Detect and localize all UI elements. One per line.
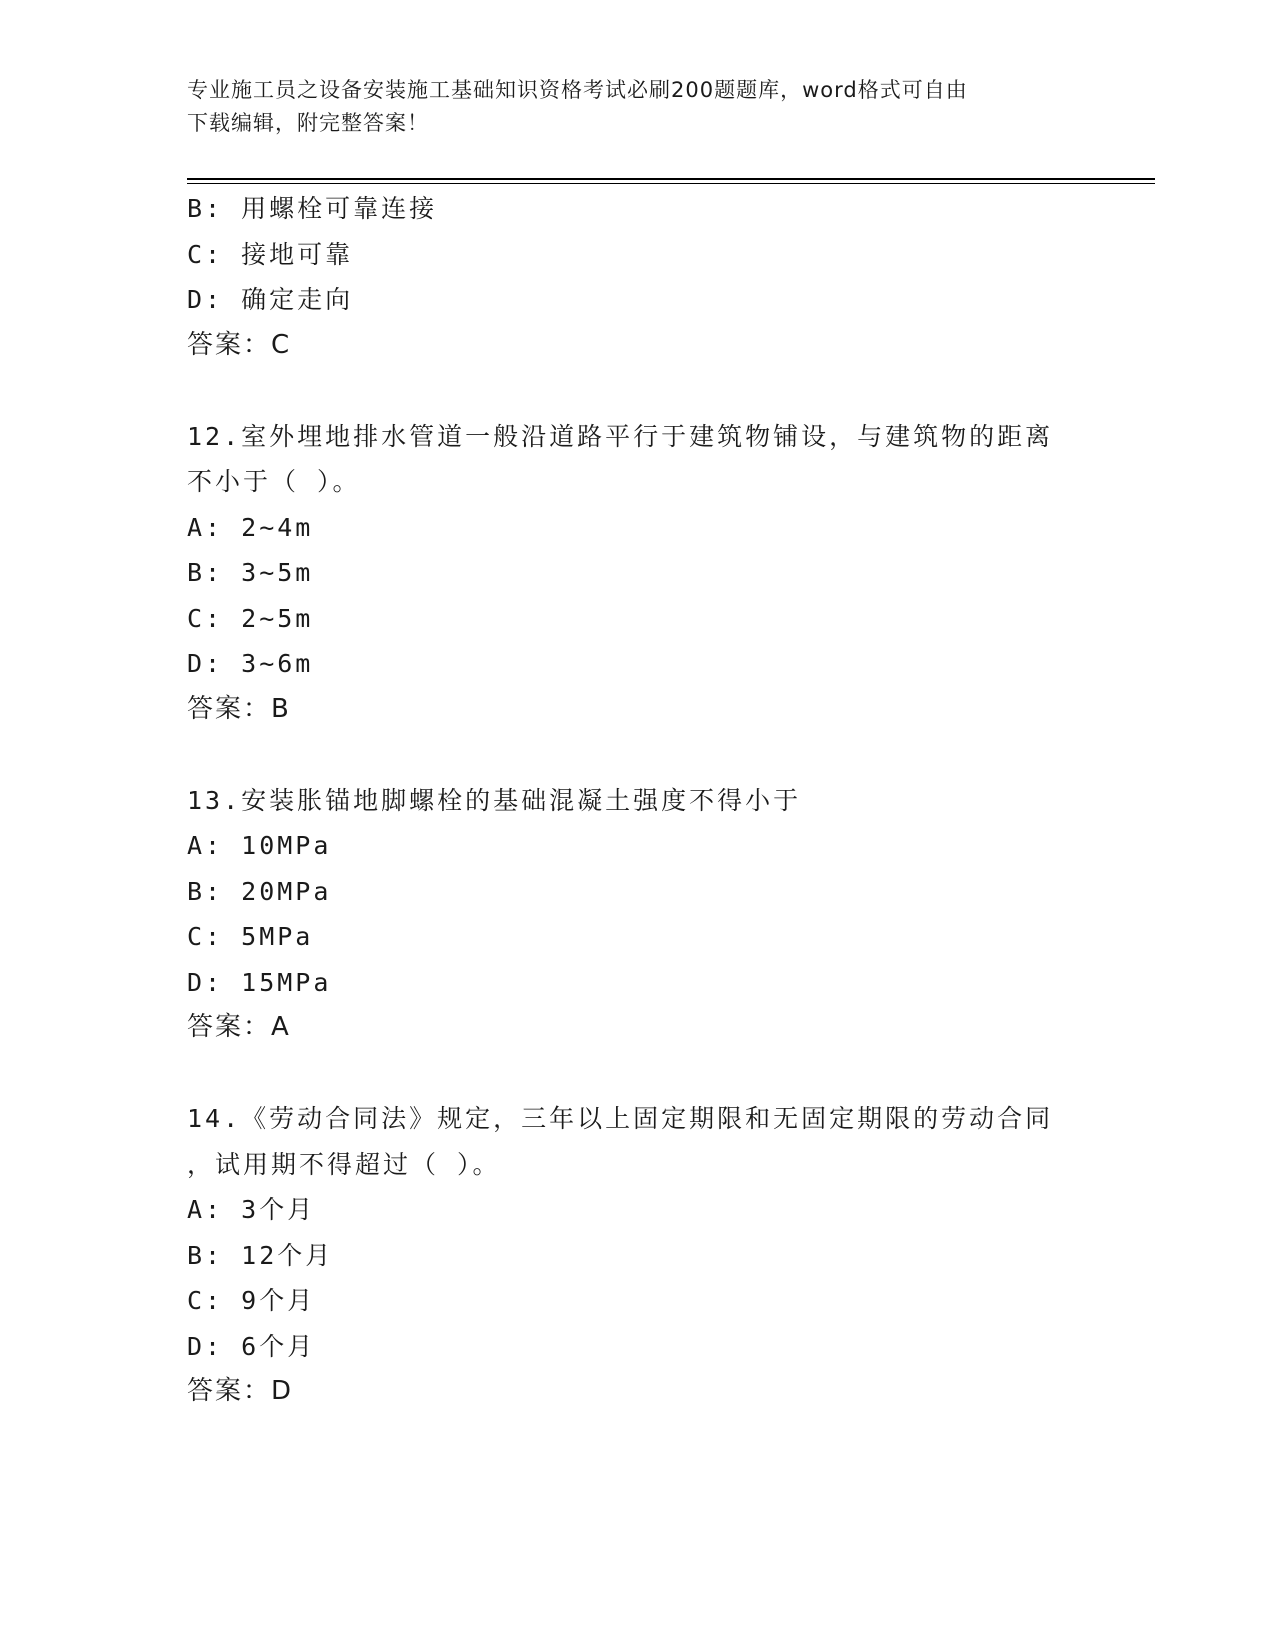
stem-line-2: 不小于（ ）。 [187,467,361,496]
stem-line-1: 13.安装胀锚地脚螺栓的基础混凝土强度不得小于 [187,785,802,815]
question-13 [187,778,1087,1051]
option-b: B: 20MPa [187,876,332,906]
answer-line: 答案：C [187,329,292,360]
answer-line: 答案：B [187,693,291,724]
option-c: C: 9个月 [187,1286,316,1315]
option-b: B: 12个月 [187,1240,334,1270]
question-stem [187,1096,1077,1187]
header-divider-thin [187,183,1155,184]
header-line-2: 下载编辑，附完整答案！ [187,111,429,135]
option-d: D: 15MPa [187,967,332,997]
question-stem [187,778,1077,824]
option-a: A: 10MPa [187,831,332,860]
option-b: B: 用螺栓可靠连接 [187,194,438,223]
option-c: C: 5MPa [187,922,314,951]
question-14 [187,1096,1087,1415]
answer-line: 答案：A [187,1012,291,1042]
stem-line-1: 14.《劳动合同法》规定，三年以上固定期限和无固定期限的劳动合同 [187,1104,1054,1133]
header-line-1: 专业施工员之设备安装施工基础知识资格考试必刷200题题库，word格式可自由 [187,78,968,102]
stem-line-2: ，试用期不得超过（ ）。 [187,1149,501,1179]
option-c: C: 2~5m [187,603,314,633]
question-11-partial [187,186,1087,368]
option-b: B: 3~5m [187,558,314,587]
header-divider-thick [187,178,1155,180]
option-a: A: 2~4m [187,512,314,542]
option-a: A: 3个月 [187,1195,316,1224]
answer-line: 答案：D [187,1376,294,1406]
option-d: D: 6个月 [187,1331,316,1361]
option-d: D: 3~6m [187,649,314,678]
document-header [187,74,1087,140]
option-d: D: 确定走向 [187,285,354,314]
question-list [187,186,1087,1415]
question-12 [187,414,1087,733]
option-c: C: 接地可靠 [187,239,354,269]
question-stem [187,414,1077,505]
stem-line-1: 12.室外埋地排水管道一般沿道路平行于建筑物铺设，与建筑物的距离 [187,421,1054,451]
